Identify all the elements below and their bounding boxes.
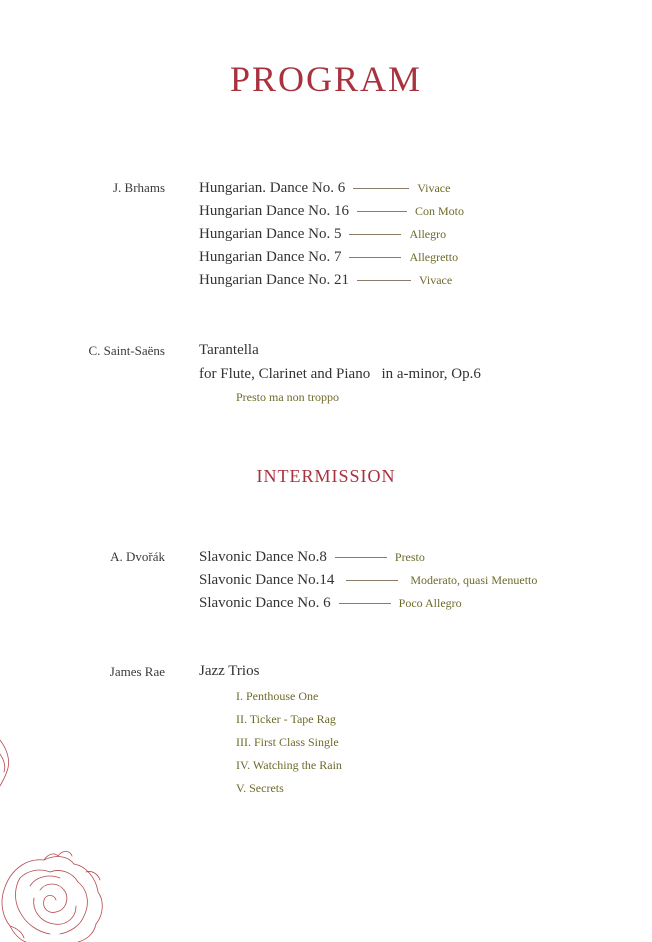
movement-item: II. Ticker - Tape Rag: [236, 712, 336, 726]
tempo-marking: Vivace: [417, 181, 451, 195]
leader-line: [339, 603, 391, 604]
program-item: [199, 249, 458, 266]
leader-line: [357, 211, 407, 212]
tempo-marking: Moderato, quasi Menuetto: [410, 573, 538, 587]
composer-brahms: J. Brhams: [113, 180, 165, 195]
program-item: [199, 572, 537, 589]
leader-line: [353, 188, 409, 189]
leader-line: [335, 557, 387, 558]
composer-rae: James Rae: [109, 664, 165, 679]
tempo-marking: Presto: [394, 550, 425, 564]
leader-line: [349, 257, 401, 258]
program-item: [199, 203, 464, 220]
program-item: [199, 595, 462, 612]
movement-item: III. First Class Single: [236, 735, 339, 749]
tempo-marking: Con Moto: [414, 204, 464, 218]
movement-item: V. Secrets: [236, 781, 284, 795]
piece-title: Slavonic Dance No. 6: [199, 595, 331, 611]
movement-item: IV. Watching the Rain: [236, 758, 342, 772]
composer-dvorak: A. Dvořák: [110, 549, 165, 564]
piece-title: Slavonic Dance No.8: [199, 549, 327, 565]
piece-title: Tarantella: [199, 342, 259, 358]
tempo-marking: Presto ma non troppo: [236, 390, 339, 404]
page-title: PROGRAM: [229, 59, 423, 99]
piece-title: Jazz Trios: [199, 663, 260, 679]
leader-line: [357, 280, 411, 281]
tempo-marking: Allegretto: [409, 250, 459, 264]
tempo-marking: Poco Allegro: [398, 596, 462, 610]
piece-title: Hungarian Dance No. 7: [199, 249, 342, 265]
piece-title: Hungarian Dance No. 21: [199, 272, 349, 288]
program-item: [199, 549, 425, 566]
piece-title: Hungarian Dance No. 16: [199, 203, 349, 219]
program-item: [199, 272, 452, 289]
movement-item: I. Penthouse One: [236, 689, 319, 703]
piece-title: Hungarian. Dance No. 6: [199, 180, 346, 196]
leader-line: [346, 580, 398, 581]
tempo-marking: Allegro: [409, 227, 447, 241]
tempo-marking: Vivace: [418, 273, 453, 287]
intermission-heading: INTERMISSION: [256, 466, 396, 486]
composer-saint-saens: C. Saint-Saëns: [88, 343, 165, 358]
program-item: [199, 226, 446, 243]
piece-title: Hungarian Dance No. 5: [199, 226, 342, 242]
leader-line: [349, 234, 401, 235]
program-item: [199, 180, 450, 197]
piece-subtitle: for Flute, Clarinet and Piano in a-minor, Op.6: [199, 366, 481, 382]
piece-title: Slavonic Dance No.14: [199, 572, 335, 588]
rose-illustration: [0, 730, 110, 942]
